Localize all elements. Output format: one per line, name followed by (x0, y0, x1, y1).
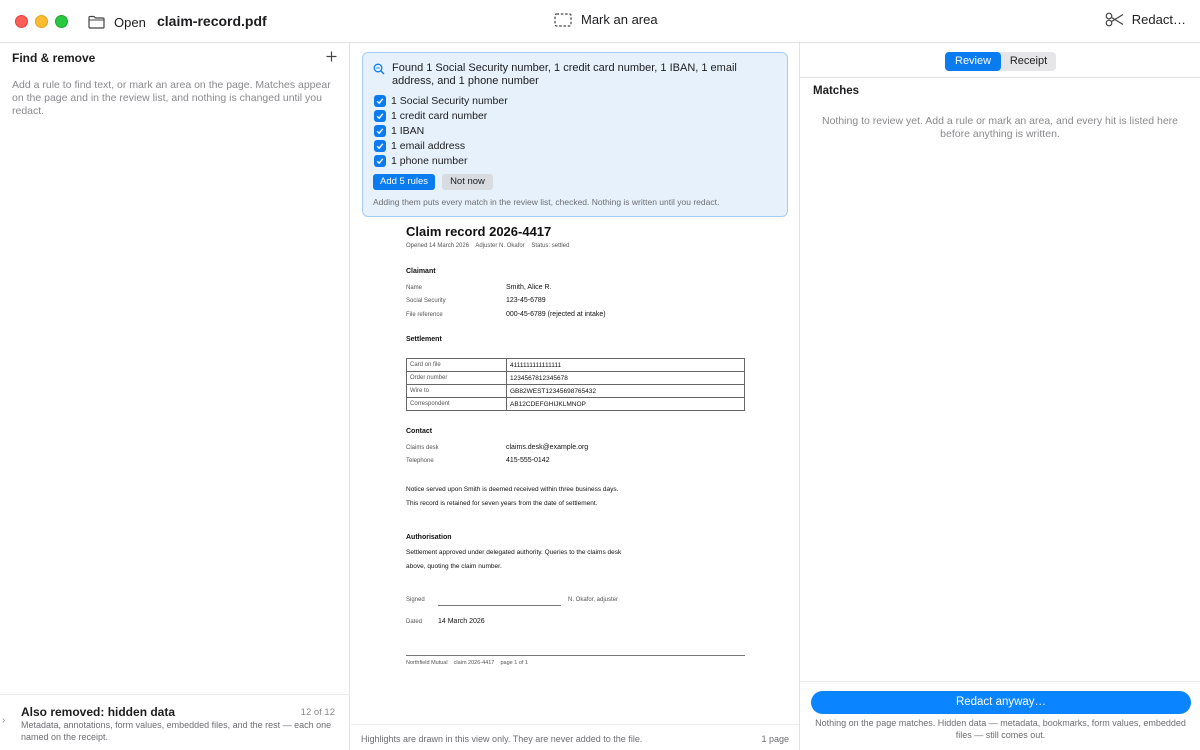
review-receipt-switch (945, 52, 1056, 71)
mark-area-label: Mark an area (581, 12, 658, 27)
open-label: Open (114, 14, 146, 30)
suggestion-email[interactable] (374, 138, 508, 153)
checkmark-icon[interactable] (374, 155, 386, 167)
notice-line-1: Notice served upon Smith is deemed received within three business days. (406, 486, 619, 493)
redact-toolbar-button[interactable] (1105, 12, 1186, 27)
redact-footer (800, 681, 1200, 750)
table-row (407, 398, 745, 411)
add-rule-button[interactable] (326, 47, 337, 67)
minimize-window-button[interactable] (35, 15, 48, 28)
close-window-button[interactable] (15, 15, 28, 28)
table-cell-key: Correspondent (407, 398, 507, 411)
name-label: Name (406, 285, 423, 291)
table-cell-key: Card on file (407, 359, 507, 372)
hidden-data-section[interactable] (0, 694, 350, 750)
page-count: 1 page (761, 734, 789, 744)
review-panel (799, 43, 1200, 750)
suggestion-label: 1 IBAN (391, 124, 425, 137)
scissors-icon (1105, 12, 1124, 27)
hidden-data-count: 12 of 12 (300, 707, 335, 718)
not-now-button[interactable]: Not now (442, 174, 493, 190)
page-footer: Northfield Mutual claim 2026-4417 page 1 of 1 (406, 660, 528, 666)
dated-value: 14 March 2026 (438, 618, 485, 625)
tab-review[interactable]: Review (945, 52, 1001, 71)
redact-footer-note: Nothing on the page matches. Hidden data — metadata, bookmarks, form values, embedded files — still comes out. (815, 718, 1186, 740)
file-ref-label: File reference (406, 312, 443, 318)
find-remove-title: Find & remove (12, 51, 96, 65)
detection-suggestion-card (362, 52, 788, 217)
telephone-value: 415-555-0142 (506, 457, 550, 464)
hidden-data-title: Also removed: hidden data (21, 705, 176, 719)
highlight-note: Highlights are drawn in this view only. They are never added to the file. (361, 734, 643, 744)
table-row (407, 372, 745, 385)
suggestion-list (374, 93, 508, 168)
claims-desk-value: claims.desk@example.org (506, 444, 589, 451)
ssn-label: Social Security (406, 298, 446, 304)
suggestion-note: Adding them puts every match in the review list, checked. Nothing is written until you redact. (373, 197, 720, 207)
suggestion-ssn[interactable] (374, 93, 508, 108)
suggestion-actions (373, 174, 493, 190)
matches-empty-state: Nothing to review yet. Add a rule or mark an area, and every hit is listed here before anything is written. (821, 115, 1178, 140)
plus-icon (326, 51, 337, 62)
signed-label: Signed (406, 597, 425, 603)
table-row (407, 359, 745, 372)
table-cell-value: GB82WEST12345698765432 (507, 385, 745, 398)
redact-anyway-button[interactable]: Redact anyway… (811, 691, 1191, 714)
folder-icon (88, 15, 105, 29)
suggestion-title: Found 1 Social Security number, 1 credit card number, 1 IBAN, 1 email address, and 1 phone number (392, 62, 737, 87)
redact-toolbar-label: Redact… (1131, 12, 1186, 27)
checkmark-icon[interactable] (374, 110, 386, 122)
claimant-heading: Claimant (406, 268, 436, 275)
tab-receipt[interactable]: Receipt (1009, 55, 1048, 67)
table-cell-value: AB12CDEFGHIJKLMNOP (507, 398, 745, 411)
chevron-right-icon[interactable]: › (2, 715, 6, 726)
doc-subtitle: Opened 14 March 2026 Adjuster N. Okafor Status: settled (406, 243, 570, 249)
name-value: Smith, Alice R. (506, 284, 552, 291)
divider (800, 77, 1200, 78)
dated-label: Dated (406, 619, 423, 625)
add-rules-button[interactable]: Add 5 rules (373, 174, 435, 190)
open-button[interactable] (88, 11, 146, 33)
signature-line (438, 605, 561, 606)
table-cell-key: Wire to (407, 385, 507, 398)
matches-title: Matches (813, 85, 860, 97)
authorisation-line-1: Settlement approved under delegated authority. Queries to the claims desk (406, 549, 622, 556)
doc-title: Claim record 2026-4417 (406, 224, 552, 239)
table-row (407, 385, 745, 398)
pdf-page[interactable] (406, 218, 746, 723)
checkmark-icon[interactable] (374, 95, 386, 107)
claims-desk-label: Claims desk (406, 445, 439, 451)
zoom-window-button[interactable] (55, 15, 68, 28)
search-icon (373, 63, 385, 75)
telephone-label: Telephone (406, 458, 434, 464)
suggestion-label: 1 Social Security number (391, 94, 508, 107)
mark-area-button[interactable] (554, 12, 658, 27)
table-cell-value: 4111111111111111 (507, 359, 745, 372)
title-bar (0, 0, 1200, 43)
settlement-heading: Settlement (406, 336, 442, 343)
suggestion-iban[interactable] (374, 123, 508, 138)
suggestion-label: 1 email address (391, 139, 466, 152)
suggestion-credit-card[interactable] (374, 108, 508, 123)
suggestion-phone[interactable] (374, 153, 508, 168)
suggestion-label: 1 phone number (391, 154, 468, 167)
marquee-icon (554, 13, 572, 27)
authorisation-heading: Authorisation (406, 534, 452, 541)
authorisation-line-2: above, quoting the claim number. (406, 563, 502, 570)
file-ref-value: 000-45-6789 (rejected at intake) (506, 311, 606, 318)
table-cell-value: 1234567812345678 (507, 372, 745, 385)
find-remove-panel (0, 43, 350, 750)
checkmark-icon[interactable] (374, 125, 386, 137)
settlement-table (406, 358, 745, 411)
suggestion-label: 1 credit card number (391, 109, 488, 122)
hidden-data-desc: Metadata, annotations, form values, embedded files, and the rest — each one named on the receipt. (21, 720, 332, 742)
checkmark-icon[interactable] (374, 140, 386, 152)
notice-line-2: This record is retained for seven years from the date of settlement. (406, 500, 598, 507)
signer-name: N. Okafor, adjuster (568, 597, 619, 603)
table-cell-key: Order number (407, 372, 507, 385)
ssn-value: 123-45-6789 (506, 297, 546, 304)
document-status-bar (351, 724, 799, 750)
document-filename: claim-record.pdf (157, 13, 267, 29)
page-footer-rule (406, 655, 745, 656)
find-remove-help: Add a rule to find text, or mark an area on the page. Matches appear on the page and in the review list, and nothing is changed until you redact. (12, 79, 331, 117)
contact-heading: Contact (406, 428, 433, 435)
document-view (351, 43, 799, 750)
